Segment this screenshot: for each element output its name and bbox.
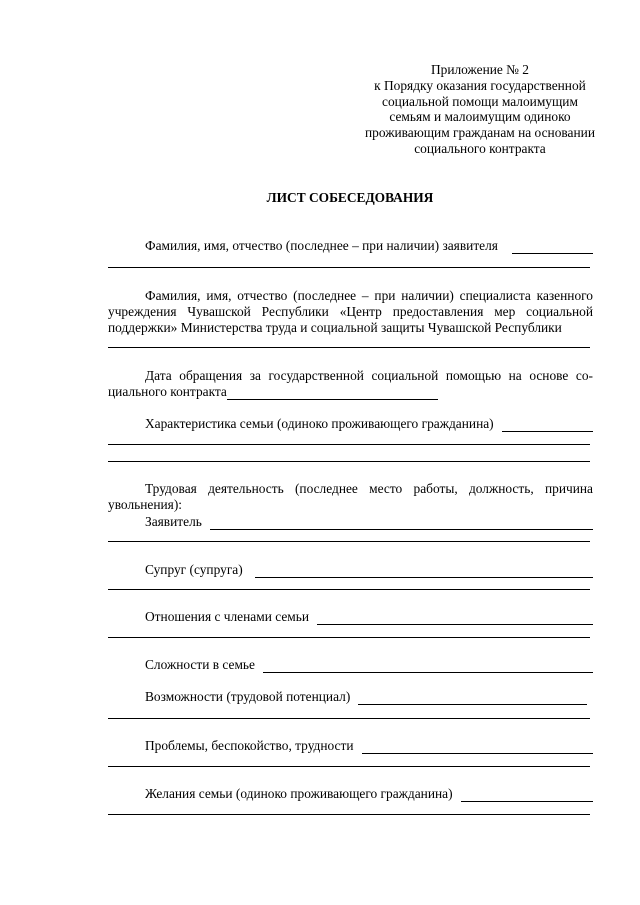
- specialist-name-input-line[interactable]: [108, 347, 590, 348]
- opportunities-label: Возможности (трудовой потенциал): [145, 689, 351, 704]
- request-date-field: [108, 384, 438, 400]
- opportunities-input-line[interactable]: [358, 692, 587, 705]
- family-difficulties-input-line[interactable]: [263, 660, 593, 673]
- family-characteristics-input-line-2[interactable]: [108, 444, 590, 445]
- spouse-field: [145, 562, 593, 578]
- applicant-name-input-line-2[interactable]: [108, 267, 590, 268]
- opportunities-input-line-2[interactable]: [108, 718, 590, 719]
- appendix-line: социального контракта: [414, 140, 546, 156]
- spouse-input-line-2[interactable]: [108, 589, 590, 590]
- family-characteristics-label: Характеристика семьи (одиноко проживающего гражданина): [145, 416, 494, 431]
- applicant-name-label: Фамилия, имя, отчество (последнее – при наличии) заявителя: [145, 238, 498, 253]
- family-characteristics-input-line-3[interactable]: [108, 461, 590, 462]
- appendix-header: [340, 62, 620, 157]
- family-difficulties-field: [145, 657, 593, 673]
- spouse-input-line[interactable]: [255, 565, 593, 578]
- problems-input-line[interactable]: [362, 741, 593, 754]
- appendix-line: семьям и малоимущим одиноко: [389, 109, 571, 125]
- appendix-line: к Порядку оказания государственной: [374, 77, 586, 93]
- family-relations-field: [145, 609, 593, 625]
- family-characteristics-field: [145, 416, 593, 432]
- specialist-name-label: Фамилия, имя, отчество (последнее – при наличии) специалиста казенного учреждения Чувашской Республики «Центр предоставления мер социальной поддержки» Министерства труда и социальной защиты Чувашской Республики: [108, 288, 593, 335]
- request-date-label: Дата обращения за государственной социальной помощью на основе со-: [145, 368, 593, 383]
- applicant-name-input-line[interactable]: [512, 241, 593, 254]
- applicant-name-field: [145, 238, 593, 254]
- family-wishes-input-line[interactable]: [461, 789, 593, 802]
- document-title: ЛИСТ СОБЕСЕДОВАНИЯ: [266, 190, 434, 205]
- appendix-line: проживающим гражданам на основании: [365, 125, 595, 141]
- family-wishes-field: [145, 786, 593, 802]
- problems-label: Проблемы, беспокойство, трудности: [145, 738, 354, 753]
- labor-activity-label: Трудовая деятельность (последнее место работы, должность, причина увольнения):: [108, 481, 593, 512]
- opportunities-field: [145, 689, 587, 705]
- spouse-label: Супруг (супруга): [145, 562, 243, 577]
- appendix-line: Приложение № 2: [430, 62, 530, 77]
- applicant-label: Заявитель: [145, 514, 202, 529]
- family-relations-input-line-2[interactable]: [108, 637, 590, 638]
- problems-input-line-2[interactable]: [108, 766, 590, 767]
- problems-field: [145, 738, 593, 754]
- applicant-field: [145, 514, 593, 530]
- family-characteristics-input-line[interactable]: [502, 419, 593, 432]
- family-wishes-label: Желания семьи (одиноко проживающего гражданина): [145, 786, 453, 801]
- applicant-input-line-2[interactable]: [108, 541, 590, 542]
- applicant-input-line[interactable]: [210, 517, 593, 530]
- family-wishes-input-line-2[interactable]: [108, 814, 590, 815]
- family-difficulties-label: Сложности в семье: [145, 657, 255, 672]
- family-relations-label: Отношения с членами семьи: [145, 609, 310, 624]
- appendix-line: социальной помощи малоимущим: [382, 93, 578, 109]
- request-date-label-2: циального контракта: [108, 384, 227, 399]
- family-relations-input-line[interactable]: [317, 612, 593, 625]
- request-date-input-line[interactable]: [227, 387, 438, 400]
